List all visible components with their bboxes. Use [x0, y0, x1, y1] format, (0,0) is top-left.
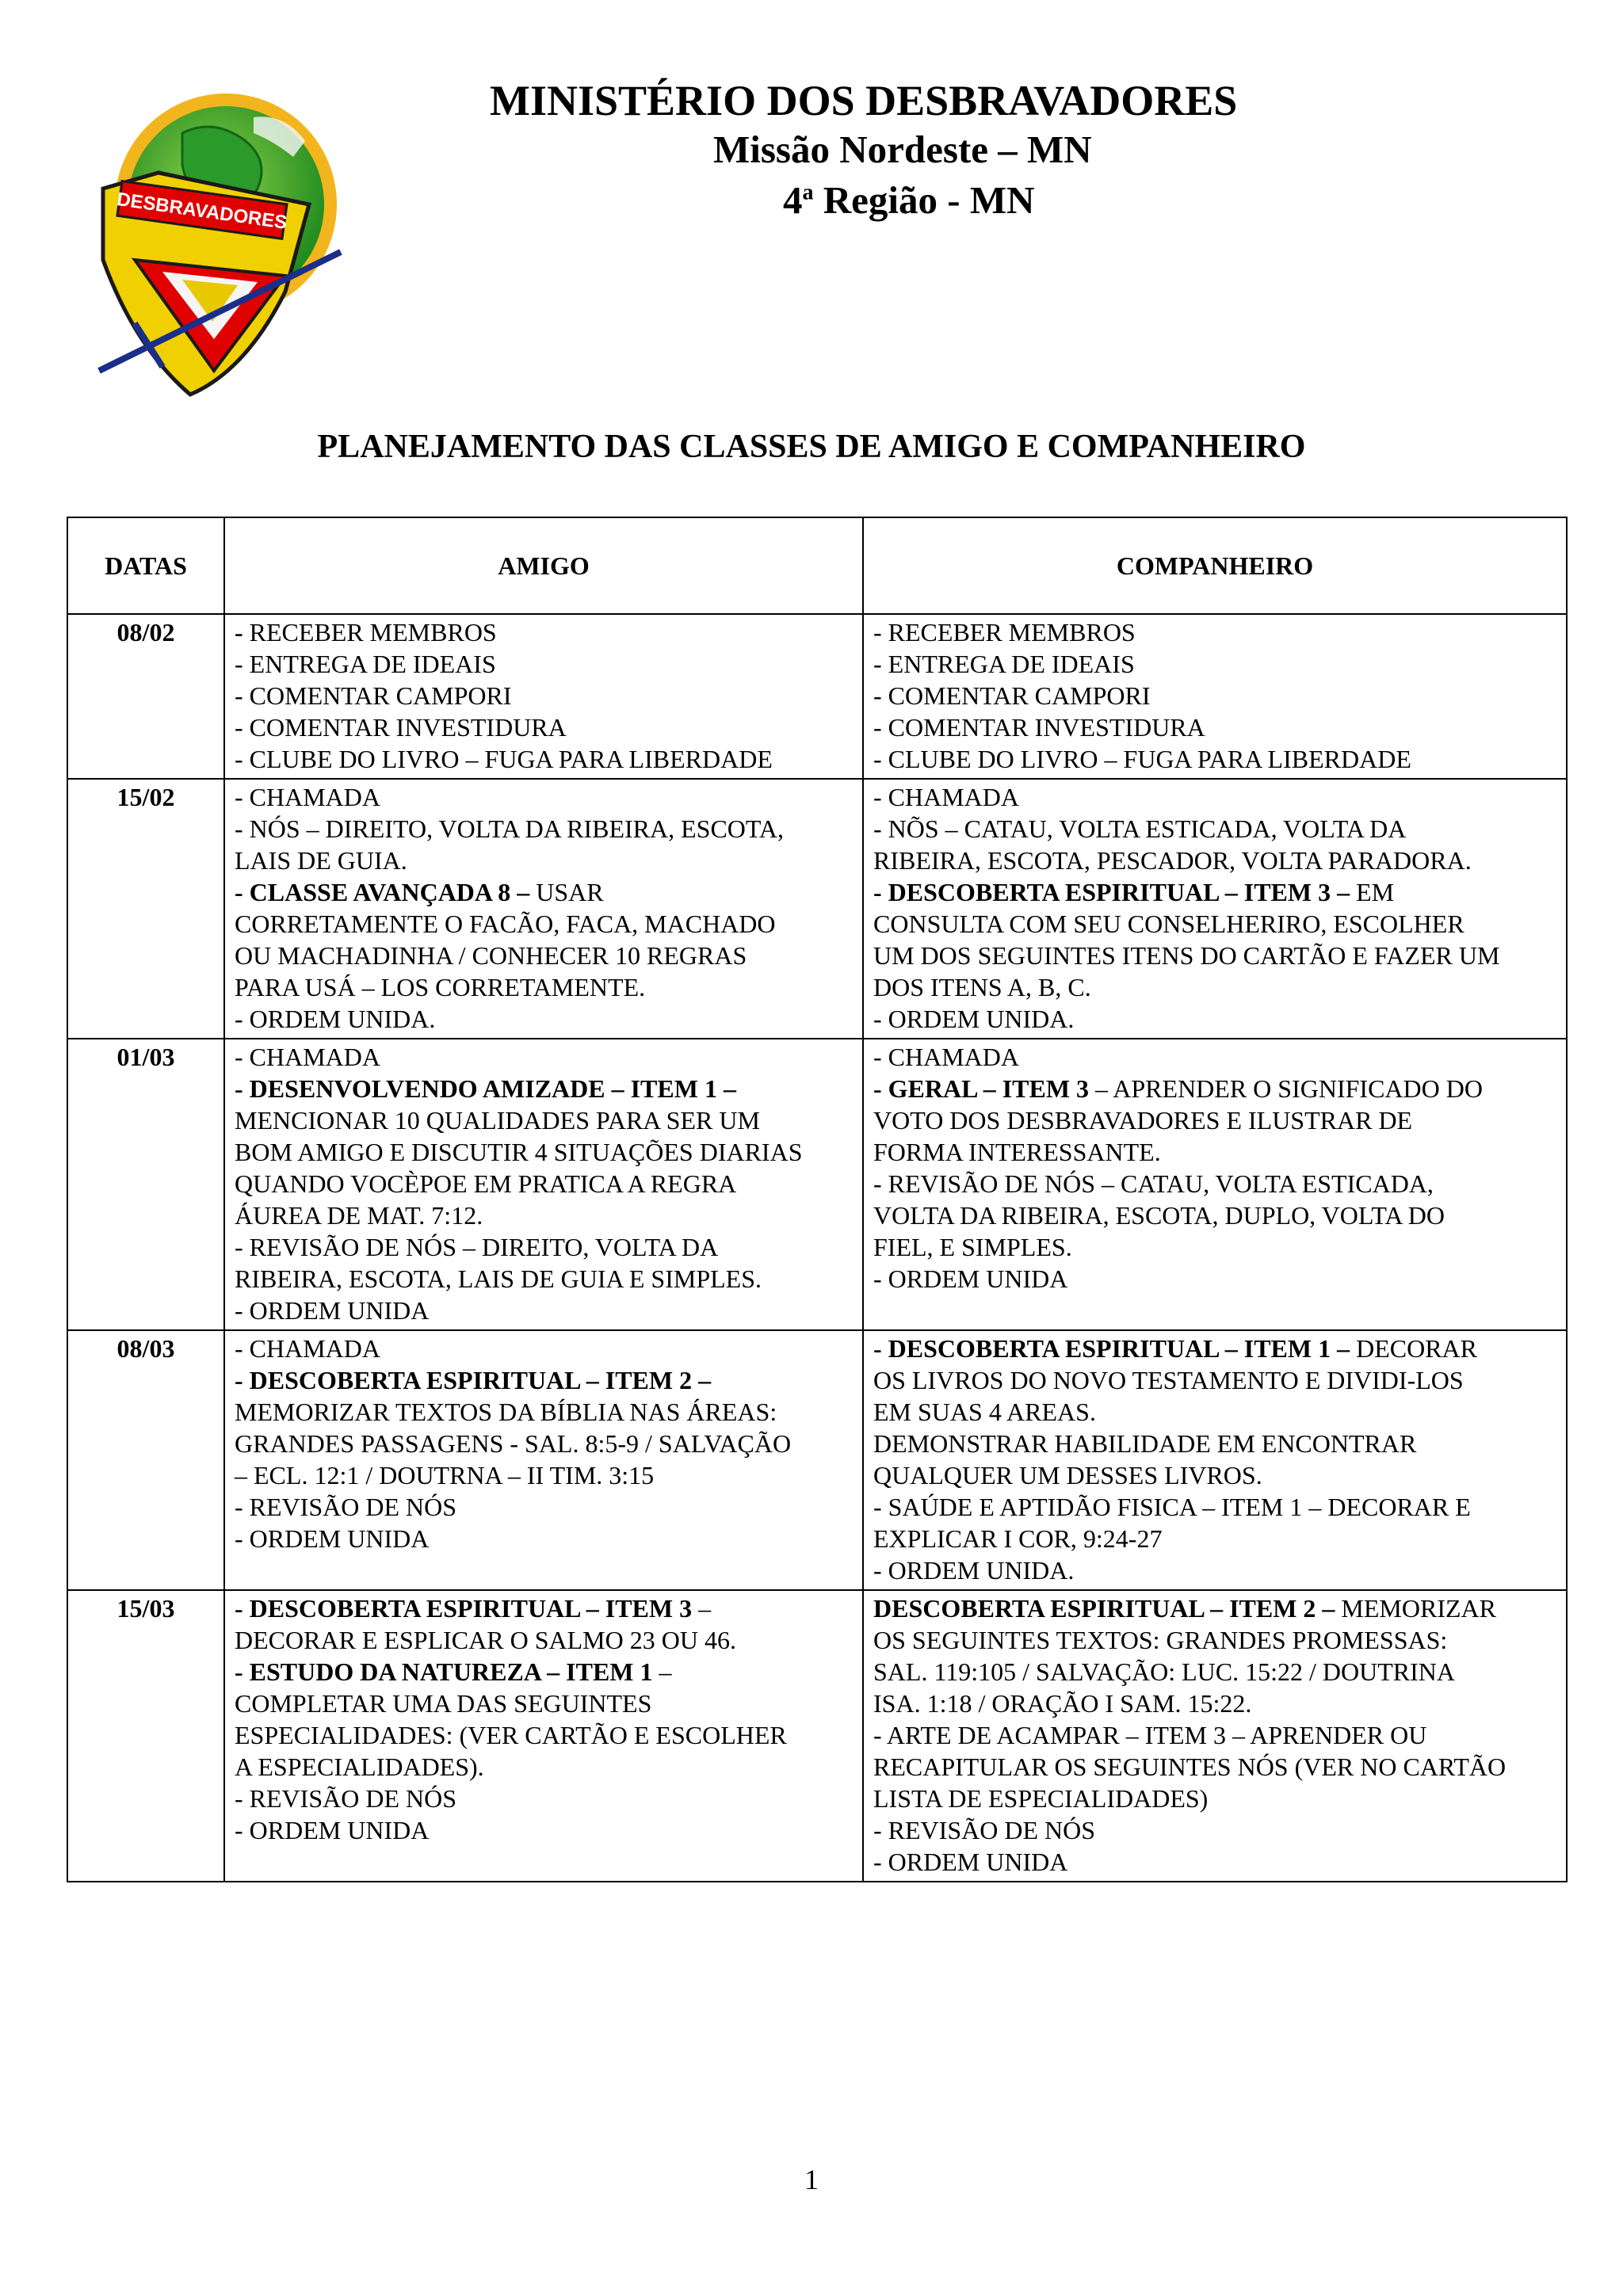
line-text: PARA USÁ – LOS CORRETAMENTE.: [235, 973, 646, 1001]
line-text: MENCIONAR 10 QUALIDADES PARA SER UM: [235, 1106, 760, 1135]
cell-line: [235, 1333, 854, 1364]
cell-line: [235, 1231, 854, 1263]
line-text: - NÕS – CATAU, VOLTA ESTICADA, VOLTA DA: [873, 814, 1407, 843]
date-cell: 15/02: [67, 779, 224, 1039]
line-text: DECORAR E ESPLICAR O SALMO 23 OU 46.: [235, 1626, 736, 1654]
cell-line: [873, 876, 1558, 908]
line-text: OS SEGUINTES TEXTOS: GRANDES PROMESSAS:: [873, 1626, 1448, 1654]
table-row: [67, 1330, 1567, 1590]
cell-line: [235, 1624, 854, 1656]
line-text: - ORDEM UNIDA.: [235, 1005, 436, 1033]
companheiro-cell: [863, 1590, 1567, 1882]
cell-line: [873, 908, 1558, 940]
cell-line: [235, 845, 854, 876]
cell-line: [873, 1333, 1558, 1364]
line-text: EM SUAS 4 AREAS.: [873, 1398, 1096, 1426]
cell-line: [235, 1136, 854, 1168]
cell-line: [235, 1104, 854, 1136]
line-text: - ORDEM UNIDA: [235, 1524, 430, 1553]
cell-line: [235, 971, 854, 1003]
cell-line: [873, 1554, 1558, 1586]
line-text: UM DOS SEGUINTES ITENS DO CARTÃO E FAZER UM: [873, 941, 1500, 970]
line-text: - COMENTAR INVESTIDURA: [235, 713, 567, 742]
line-text: - ORDEM UNIDA: [235, 1816, 430, 1844]
cell-line: [873, 1523, 1558, 1554]
cell-line: [235, 1656, 854, 1688]
cell-line: [235, 1199, 854, 1231]
table-row: [67, 1590, 1567, 1882]
cell-line: [873, 1168, 1558, 1199]
cell-line: [873, 1364, 1558, 1396]
cell-line: [235, 1459, 854, 1491]
line-text: FORMA INTERESSANTE.: [873, 1138, 1161, 1166]
amigo-cell: [224, 614, 863, 779]
companheiro-cell: [863, 779, 1567, 1039]
cell-line: [235, 711, 854, 743]
date-cell: 15/03: [67, 1590, 224, 1882]
table-row: [67, 779, 1567, 1039]
line-text: - REVISÃO DE NÓS: [235, 1784, 456, 1813]
cell-line: [235, 1814, 854, 1846]
line-text: RIBEIRA, ESCOTA, PESCADOR, VOLTA PARADORA.: [873, 846, 1472, 875]
cell-line: [235, 1428, 854, 1459]
line-text: - REVISÃO DE NÓS – CATAU, VOLTA ESTICADA,: [873, 1169, 1434, 1198]
cell-line: [873, 1688, 1558, 1719]
cell-line: [235, 1783, 854, 1814]
line-text: - CLUBE DO LIVRO – FUGA PARA LIBERDADE: [873, 745, 1411, 773]
cell-line: [873, 680, 1558, 711]
cell-line: [235, 1396, 854, 1428]
cell-line: [873, 1396, 1558, 1428]
line-text: RIBEIRA, ESCOTA, LAIS DE GUIA E SIMPLES.: [235, 1264, 762, 1293]
cell-line: [873, 1656, 1558, 1688]
cell-line: [235, 616, 854, 648]
line-text: VOTO DOS DESBRAVADORES E ILUSTRAR DE: [873, 1106, 1413, 1135]
line-text: SAL. 119:105 / SALVAÇÃO: LUC. 15:22 / DOUTRINA: [873, 1657, 1455, 1686]
line-text: - ARTE DE ACAMPAR – ITEM 3 – APRENDER OU: [873, 1721, 1427, 1749]
companheiro-cell: [863, 1039, 1567, 1330]
cell-line: [873, 781, 1558, 813]
line-text: BOM AMIGO E DISCUTIR 4 SITUAÇÕES DIARIAS: [235, 1138, 803, 1166]
line-text: - CLUBE DO LIVRO – FUGA PARA LIBERDADE: [235, 745, 773, 773]
line-text: CORRETAMENTE O FACÃO, FACA, MACHADO: [235, 910, 776, 938]
line-text: EXPLICAR I COR, 9:24-27: [873, 1524, 1163, 1553]
cell-line: [873, 1719, 1558, 1751]
cell-line: [235, 1592, 854, 1624]
line-text: - ORDEM UNIDA: [235, 1296, 430, 1325]
line-text: GRANDES PASSAGENS - SAL. 8:5-9 / SALVAÇÃO: [235, 1429, 792, 1458]
bold-heading: - DESCOBERTA ESPIRITUAL – ITEM 3 –: [873, 878, 1350, 906]
cell-line: [873, 1231, 1558, 1263]
cell-line: [873, 1592, 1558, 1624]
line-text: - ORDEM UNIDA: [873, 1848, 1068, 1876]
bold-heading: - DESCOBERTA ESPIRITUAL – ITEM 1 –: [873, 1334, 1350, 1363]
cell-line: [235, 1364, 854, 1396]
cell-line: [873, 711, 1558, 743]
line-text: QUANDO VOCÈPOE EM PRATICA A REGRA: [235, 1169, 737, 1198]
cell-line: [873, 940, 1558, 971]
cell-line: [873, 1751, 1558, 1783]
line-text: ISA. 1:18 / ORAÇÃO I SAM. 15:22.: [873, 1689, 1252, 1718]
cell-line: [873, 1199, 1558, 1231]
cell-line: [873, 971, 1558, 1003]
line-text: - ENTREGA DE IDEAIS: [873, 650, 1135, 678]
companheiro-cell: [863, 614, 1567, 779]
cell-line: [235, 940, 854, 971]
amigo-cell: [224, 1590, 863, 1882]
line-text: – ECL. 12:1 / DOUTRNA – II TIM. 3:15: [235, 1461, 655, 1489]
line-text: - CHAMADA: [235, 1334, 380, 1363]
line-text: LAIS DE GUIA.: [235, 846, 407, 875]
cell-line: [235, 1719, 854, 1751]
planning-table: [67, 517, 1568, 1882]
line-text: OS LIVROS DO NOVO TESTAMENTO E DIVIDI-LOS: [873, 1366, 1464, 1394]
line-text: – APRENDER O SIGNIFICADO DO: [1089, 1074, 1483, 1103]
line-text: RECEBER MEMBROS: [242, 618, 497, 646]
line-text: VOLTA DA RIBEIRA, ESCOTA, DUPLO, VOLTA DO: [873, 1201, 1445, 1230]
line-text: - COMENTAR INVESTIDURA: [873, 713, 1205, 742]
cell-line: [873, 743, 1558, 775]
line-text: - CHAMADA: [873, 783, 1019, 811]
line-text: DOS ITENS A, B, C.: [873, 973, 1091, 1001]
svg-text:DESBRAVADORES: DESBRAVADORES: [115, 189, 288, 234]
cell-line: [873, 616, 1558, 648]
cell-line: [235, 1168, 854, 1199]
line-text: OU MACHADINHA / CONHECER 10 REGRAS: [235, 941, 747, 970]
cell-line: [235, 1523, 854, 1554]
header-line-1: MINISTÉRIO DOS DESBRAVADORES: [490, 77, 1238, 124]
cell-line: [873, 1263, 1558, 1295]
cell-line: [235, 781, 854, 813]
line-text: - COMENTAR CAMPORI: [235, 681, 512, 710]
date-cell: 01/03: [67, 1039, 224, 1330]
date-cell: 08/02: [67, 614, 224, 779]
line-text: MEMORIZAR: [1335, 1594, 1496, 1623]
cell-line: [873, 813, 1558, 845]
cell-line: [873, 1136, 1558, 1168]
line-text: EM: [1350, 878, 1395, 906]
header-amigo: AMIGO: [224, 517, 863, 614]
bold-heading: DESCOBERTA ESPIRITUAL – ITEM 2 –: [873, 1594, 1335, 1623]
bold-heading: - DESENVOLVENDO AMIZADE – ITEM 1 –: [235, 1074, 736, 1103]
line-text: - COMENTAR CAMPORI: [873, 681, 1151, 710]
line-text: - REVISÃO DE NÓS: [235, 1493, 456, 1521]
amigo-cell: [224, 1330, 863, 1590]
document-title: PLANEJAMENTO DAS CLASSES DE AMIGO E COMPANHEIRO: [317, 429, 1306, 465]
line-text: - ORDEM UNIDA: [873, 1264, 1068, 1293]
cell-line: [873, 648, 1558, 680]
line-text: - CHAMADA: [873, 1043, 1019, 1071]
line-text: DECORAR: [1350, 1334, 1477, 1363]
line-text: - NÓS – DIREITO, VOLTA DA RIBEIRA, ESCOTA,: [235, 814, 784, 843]
cell-line: [873, 1041, 1558, 1073]
bold-heading: - DESCOBERTA ESPIRITUAL – ITEM 3: [235, 1594, 693, 1623]
bold-heading: - CLASSE AVANÇADA 8 –: [235, 878, 530, 906]
cell-line: [873, 1459, 1558, 1491]
table-row: [67, 614, 1567, 779]
cell-line: [873, 1783, 1558, 1814]
line-text: ESPECIALIDADES: (VER CARTÃO E ESCOLHER: [235, 1721, 787, 1749]
line-text: –: [652, 1657, 672, 1686]
cell-line: [873, 1491, 1558, 1523]
line-text: MEMORIZAR TEXTOS DA BÍBLIA NAS ÁREAS:: [235, 1398, 777, 1426]
cell-line: [235, 1003, 854, 1035]
page-number: 1: [804, 2164, 819, 2195]
line-text: COMPLETAR UMA DAS SEGUINTES: [235, 1689, 652, 1718]
header-datas: DATAS: [67, 517, 224, 614]
cell-line: [235, 743, 854, 775]
header-line-3: 4$^a$ Região - MN: [783, 178, 1035, 222]
line-text: CONSULTA COM SEU CONSELHERIRO, ESCOLHER: [873, 910, 1465, 938]
line-text: ÁUREA DE MAT. 7:12.: [235, 1201, 483, 1230]
bold-heading: -: [235, 618, 243, 646]
line-text: QUALQUER UM DESSES LIVROS.: [873, 1461, 1262, 1489]
cell-line: [235, 813, 854, 845]
line-text: - CHAMADA: [235, 1043, 380, 1071]
table-header-row: [67, 517, 1567, 614]
line-text: - CHAMADA: [235, 783, 380, 811]
cell-line: [235, 1295, 854, 1326]
line-text: - SAÚDE E APTIDÃO FISICA – ITEM 1 – DECORAR E: [873, 1493, 1471, 1521]
companheiro-cell: [863, 1330, 1567, 1590]
line-text: - ORDEM UNIDA.: [873, 1005, 1075, 1033]
cell-line: [873, 845, 1558, 876]
cell-line: [235, 648, 854, 680]
cell-line: [235, 680, 854, 711]
line-text: A ESPECIALIDADES).: [235, 1753, 484, 1781]
header-companheiro: COMPANHEIRO: [863, 517, 1567, 614]
cell-line: [873, 1003, 1558, 1035]
cell-line: [873, 1846, 1558, 1878]
line-text: - ENTREGA DE IDEAIS: [235, 650, 496, 678]
amigo-cell: [224, 1039, 863, 1330]
cell-line: [235, 1041, 854, 1073]
line-text: - ORDEM UNIDA.: [873, 1556, 1075, 1585]
line-text: - RECEBER MEMBROS: [873, 618, 1136, 646]
cell-line: [873, 1104, 1558, 1136]
line-text: FIEL, E SIMPLES.: [873, 1233, 1072, 1261]
line-text: - REVISÃO DE NÓS – DIREITO, VOLTA DA: [235, 1233, 719, 1261]
bold-heading: - ESTUDO DA NATUREZA – ITEM 1: [235, 1657, 653, 1686]
cell-line: [235, 1263, 854, 1295]
cell-line: [873, 1073, 1558, 1104]
cell-line: [235, 1751, 854, 1783]
line-text: DEMONSTRAR HABILIDADE EM ENCONTRAR: [873, 1429, 1417, 1458]
cell-line: [235, 1688, 854, 1719]
line-text: - REVISÃO DE NÓS: [873, 1816, 1095, 1844]
bold-heading: - DESCOBERTA ESPIRITUAL – ITEM 2 –: [235, 1366, 712, 1394]
line-text: USAR: [529, 878, 604, 906]
pathfinder-logo: [87, 86, 357, 418]
cell-line: [235, 876, 854, 908]
bold-heading: - GERAL – ITEM 3: [873, 1074, 1090, 1103]
line-text: –: [692, 1594, 712, 1623]
cell-line: [235, 1073, 854, 1104]
date-cell: 08/03: [67, 1330, 224, 1590]
header-line-2: Missão Nordeste – MN: [713, 128, 1092, 171]
line-text: RECAPITULAR OS SEGUINTES NÓS (VER NO CARTÃO: [873, 1753, 1507, 1781]
line-text: LISTA DE ESPECIALIDADES): [873, 1784, 1209, 1813]
cell-line: [873, 1624, 1558, 1656]
cell-line: [873, 1428, 1558, 1459]
amigo-cell: [224, 779, 863, 1039]
table-row: [67, 1039, 1567, 1330]
cell-line: [235, 1491, 854, 1523]
cell-line: [235, 908, 854, 940]
cell-line: [873, 1814, 1558, 1846]
